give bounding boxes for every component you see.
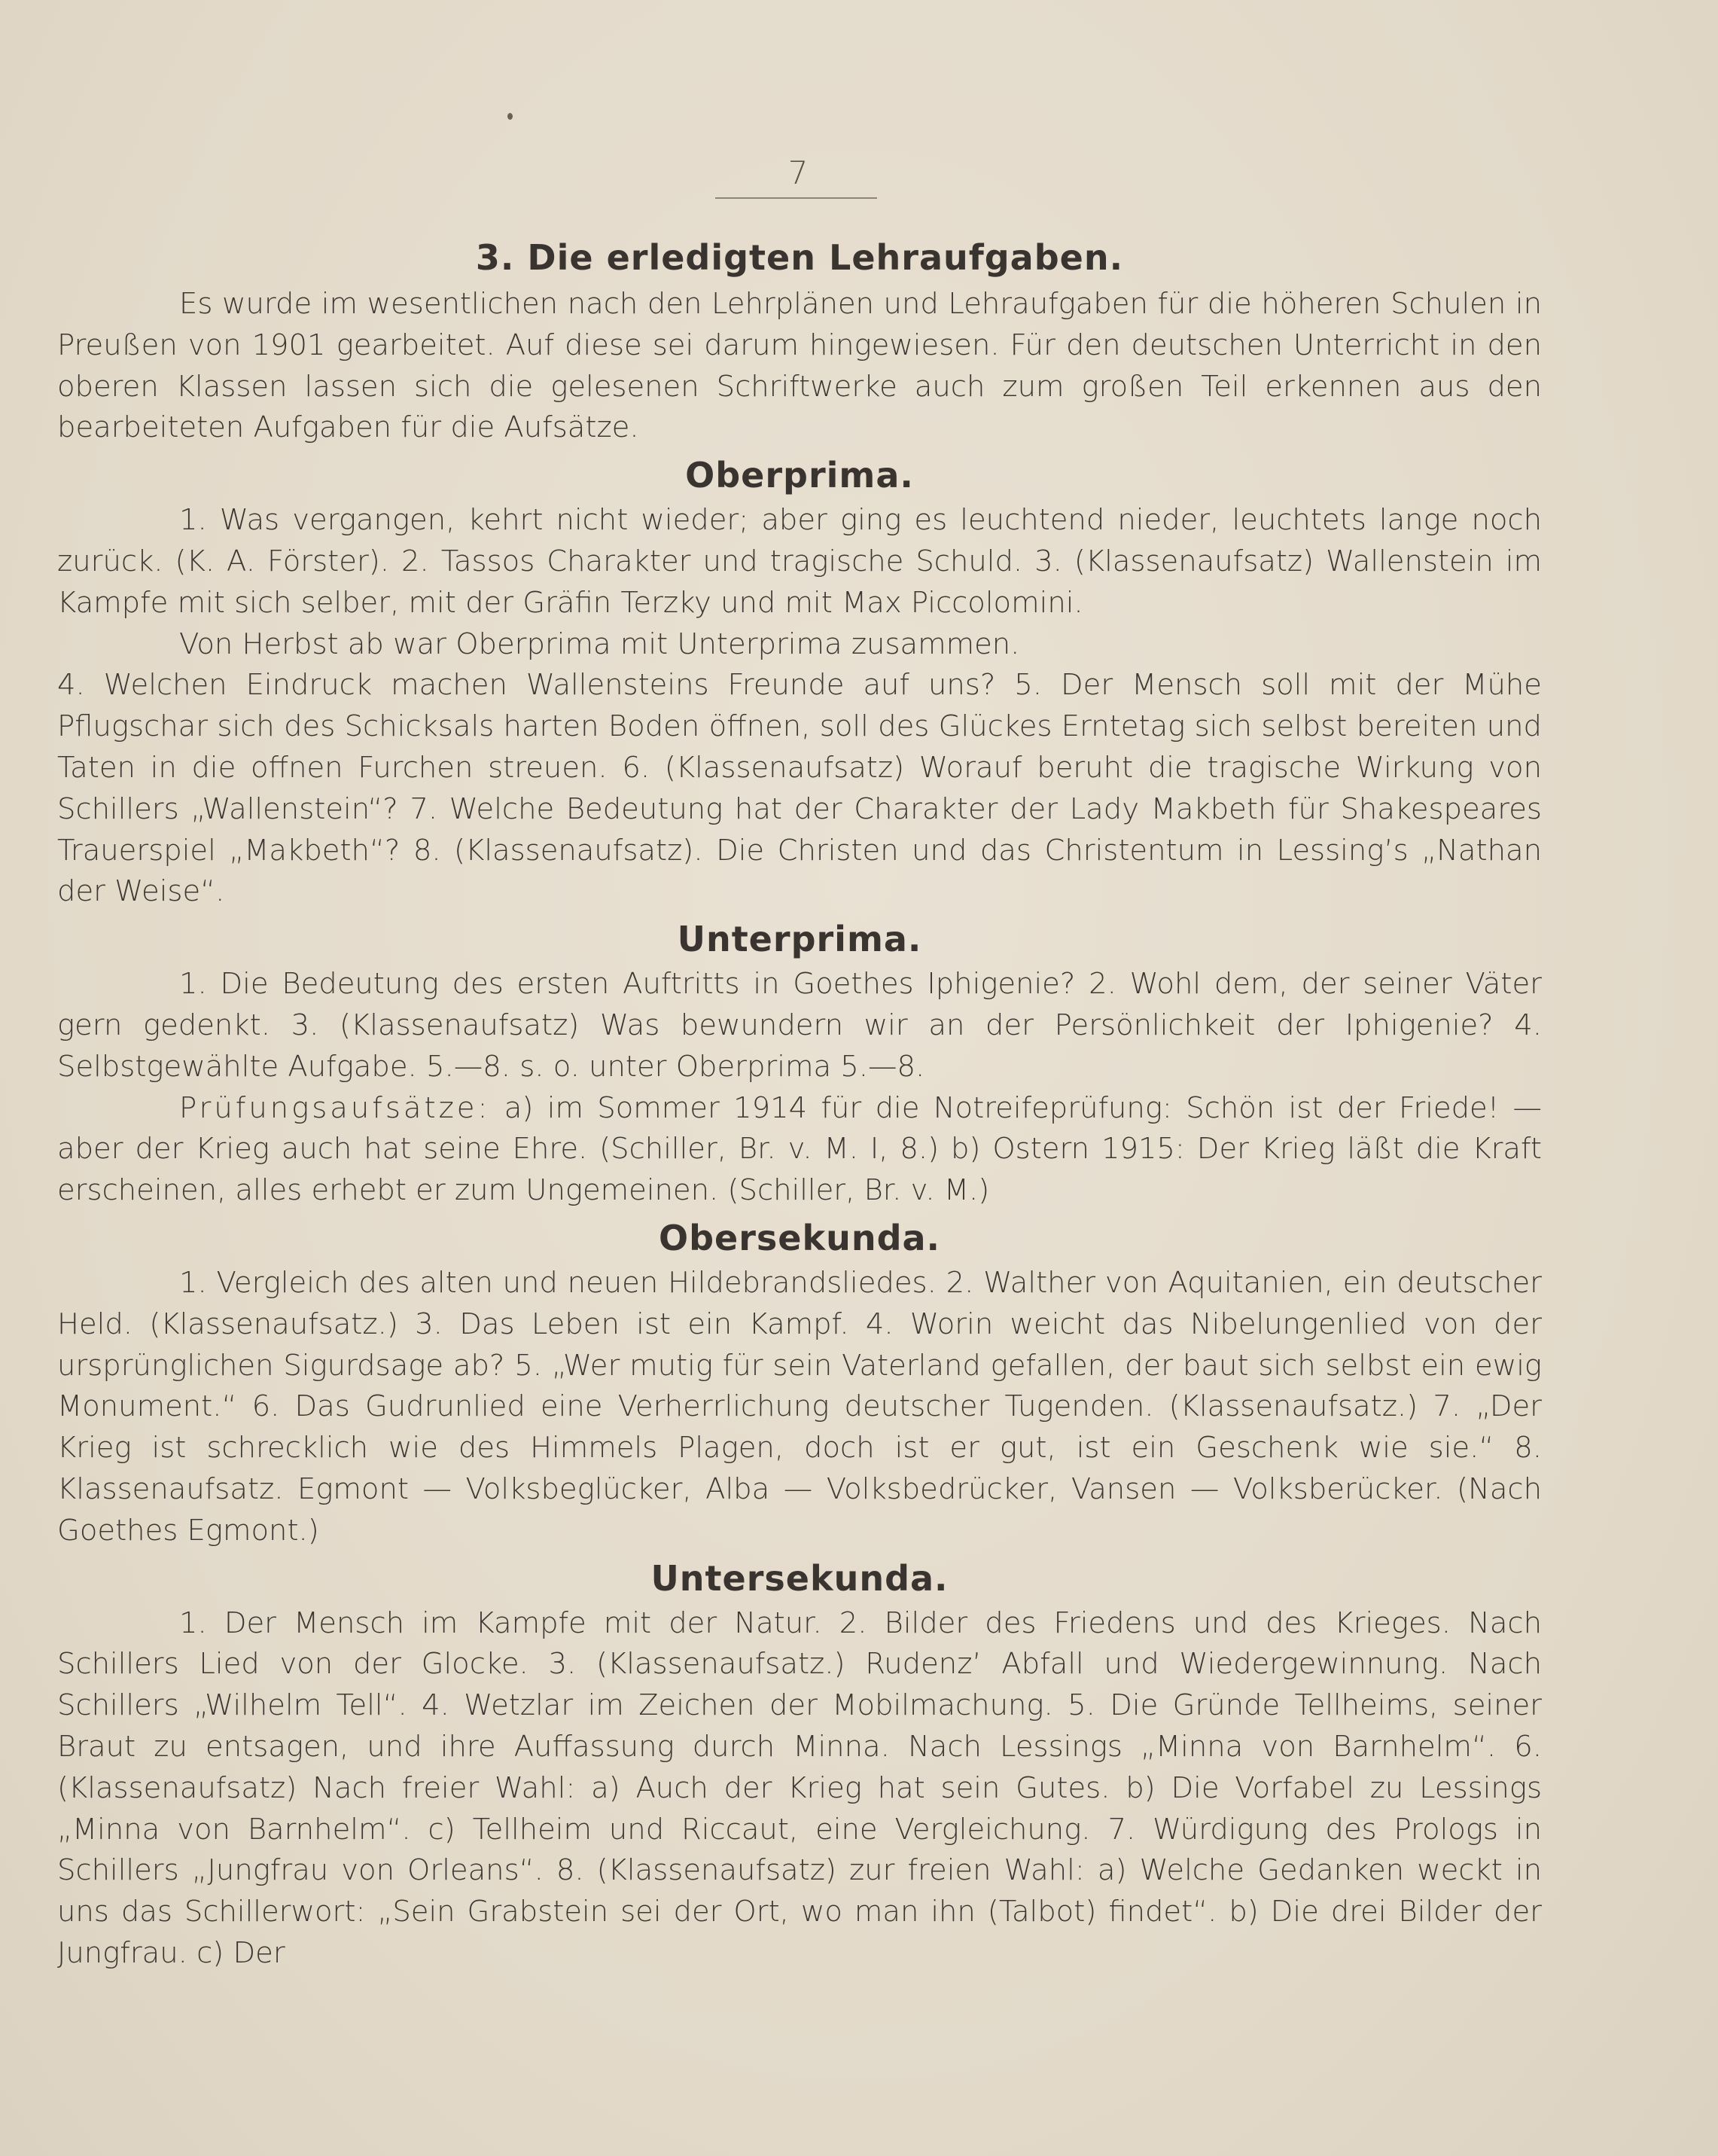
oberprima-paragraph-1: 1. Was vergangen, kehrt nicht wieder; aber ging es leuchtend nieder, leuchtets lange noch zurück. (K. A. Förster). 2. Tassos Charakter und tragische Schuld. 3. (Klassenaufsatz) Wallenstein im Kampfe mit sich selber, mit der Gräfin Terzky und mit Max Piccolomini. (57, 503, 1542, 620)
page-number-rule (715, 197, 877, 199)
section-heading-unterprima: Unterprima. (677, 919, 922, 960)
pruefungsaufsaetze-label: Prüfungsaufsätze: (179, 1090, 491, 1125)
pruefungsaufsaetze-text: a) im Sommer 1914 für die Notreifeprüfung: Schön ist der Friede! — aber der Krieg auch hat seine Ehre. (Schiller, Br. v. M. I, 8.) b) Ostern 1915: Der Krieg läßt die Kraft erscheinen, alles erhebt er zum Ungemeinen. (Schiller, Br. v. M.) (57, 1090, 1542, 1208)
page-number: 7 (787, 154, 809, 191)
paper-speck (507, 113, 513, 120)
section-heading-oberprima: Oberprima. (685, 455, 914, 496)
main-heading: 3. Die erledigten Lehraufgaben. (475, 237, 1124, 278)
oberprima-paragraph-3: 4. Welchen Eindruck machen Wallensteins Freunde auf uns? 5. Der Mensch soll mit der Mühe Pflugschar sich des Schicksals harten Boden öffnen, soll des Glückes Erntetag sich selbst bereiten und Taten in die offnen Furchen streuen. 6. (Klassenaufsatz) Worauf beruht die tragische Wirkung von Schillers „Wallenstein“? 7. Welche Bedeutung hat der Charakter der Lady Makbeth für Shakespeares Trauerspiel „Makbeth“? 8. (Klassenaufsatz). Die Christen und das Christentum in Lessing’s „Nathan der Weise“. (57, 668, 1542, 909)
oberprima-paragraph-2: Von Herbst ab war Oberprima mit Unterprima zusammen. (179, 627, 1020, 661)
unterprima-paragraph-2 (57, 1088, 1542, 1212)
page-content (57, 231, 1542, 1975)
obersekunda-paragraph-1: 1. Vergleich des alten und neuen Hildebrandsliedes. 2. Walther von Aquitanien, ein deutscher Held. (Klassenaufsatz.) 3. Das Leben ist ein Kampf. 4. Worin weicht das Nibelungenlied von der ursprünglichen Sigurdsage ab? 5. „Wer mutig für sein Vaterland gefallen, der baut sich selbst ein ewig Monument.“ 6. Das Gudrunlied eine Verherrlichung deutscher Tugenden. (Klassenaufsatz.) 7. „Der Krieg ist schrecklich wie des Himmels Plagen, doch ist er gut, ist ein Geschenk wie sie.“ 8. Klassenaufsatz. Egmont — Volksbeglücker, Alba — Volksbedrücker, Vansen — Volksberücker. (Nach Goethes Egmont.) (57, 1265, 1542, 1548)
intro-paragraph: Es wurde im wesentlichen nach den Lehrplänen und Lehraufgaben für die höheren Schulen in Preußen von 1901 gearbeitet. Auf diese sei darum hingewiesen. Für den deutschen Unterricht in den oberen Klassen lassen sich die gelesenen Schriftwerke auch zum großen Teil erkennen aus den bearbeiteten Aufgaben für die Aufsätze. (57, 287, 1542, 445)
untersekunda-paragraph-1: 1. Der Mensch im Kampfe mit der Natur. 2. Bilder des Friedens und des Krieges. Nach Schillers Lied von der Glocke. 3. (Klassenaufsatz.) Rudenz’ Abfall und Wiedergewinnung. Nach Schillers „Wilhelm Tell“. 4. Wetzlar im Zeichen der Mobilmachung. 5. Die Gründe Tellheims, seiner Braut zu entsagen, und ihre Auffassung durch Minna. Nach Lessings „Minna von Barnhelm“. 6. (Klassenaufsatz) Nach freier Wahl: a) Auch der Krieg hat sein Gutes. b) Die Vorfabel zu Lessings „Minna von Barnhelm“. c) Tellheim und Riccaut, eine Vergleichung. 7. Würdigung des Prologs in Schillers „Jungfrau von Orleans“. 8. (Klassenaufsatz) zur freien Wahl: a) Welche Gedanken weckt in uns das Schillerwort: „Sein Grabstein sei der Ort, wo man ihn (Talbot) findet“. b) Die drei Bilder der Jungfrau. c) Der (57, 1606, 1542, 1970)
unterprima-paragraph-1: 1. Die Bedeutung des ersten Auftritts in Goethes Iphigenie? 2. Wohl dem, der seiner Väter gern gedenkt. 3. (Klassenaufsatz) Was bewundern wir an der Persönlichkeit der Iphigenie? 4. Selbstgewählte Aufgabe. 5.—8. s. o. unter Oberprima 5.—8. (57, 967, 1542, 1084)
section-heading-obersekunda: Obersekunda. (658, 1217, 941, 1258)
section-heading-untersekunda: Untersekunda. (650, 1557, 949, 1599)
